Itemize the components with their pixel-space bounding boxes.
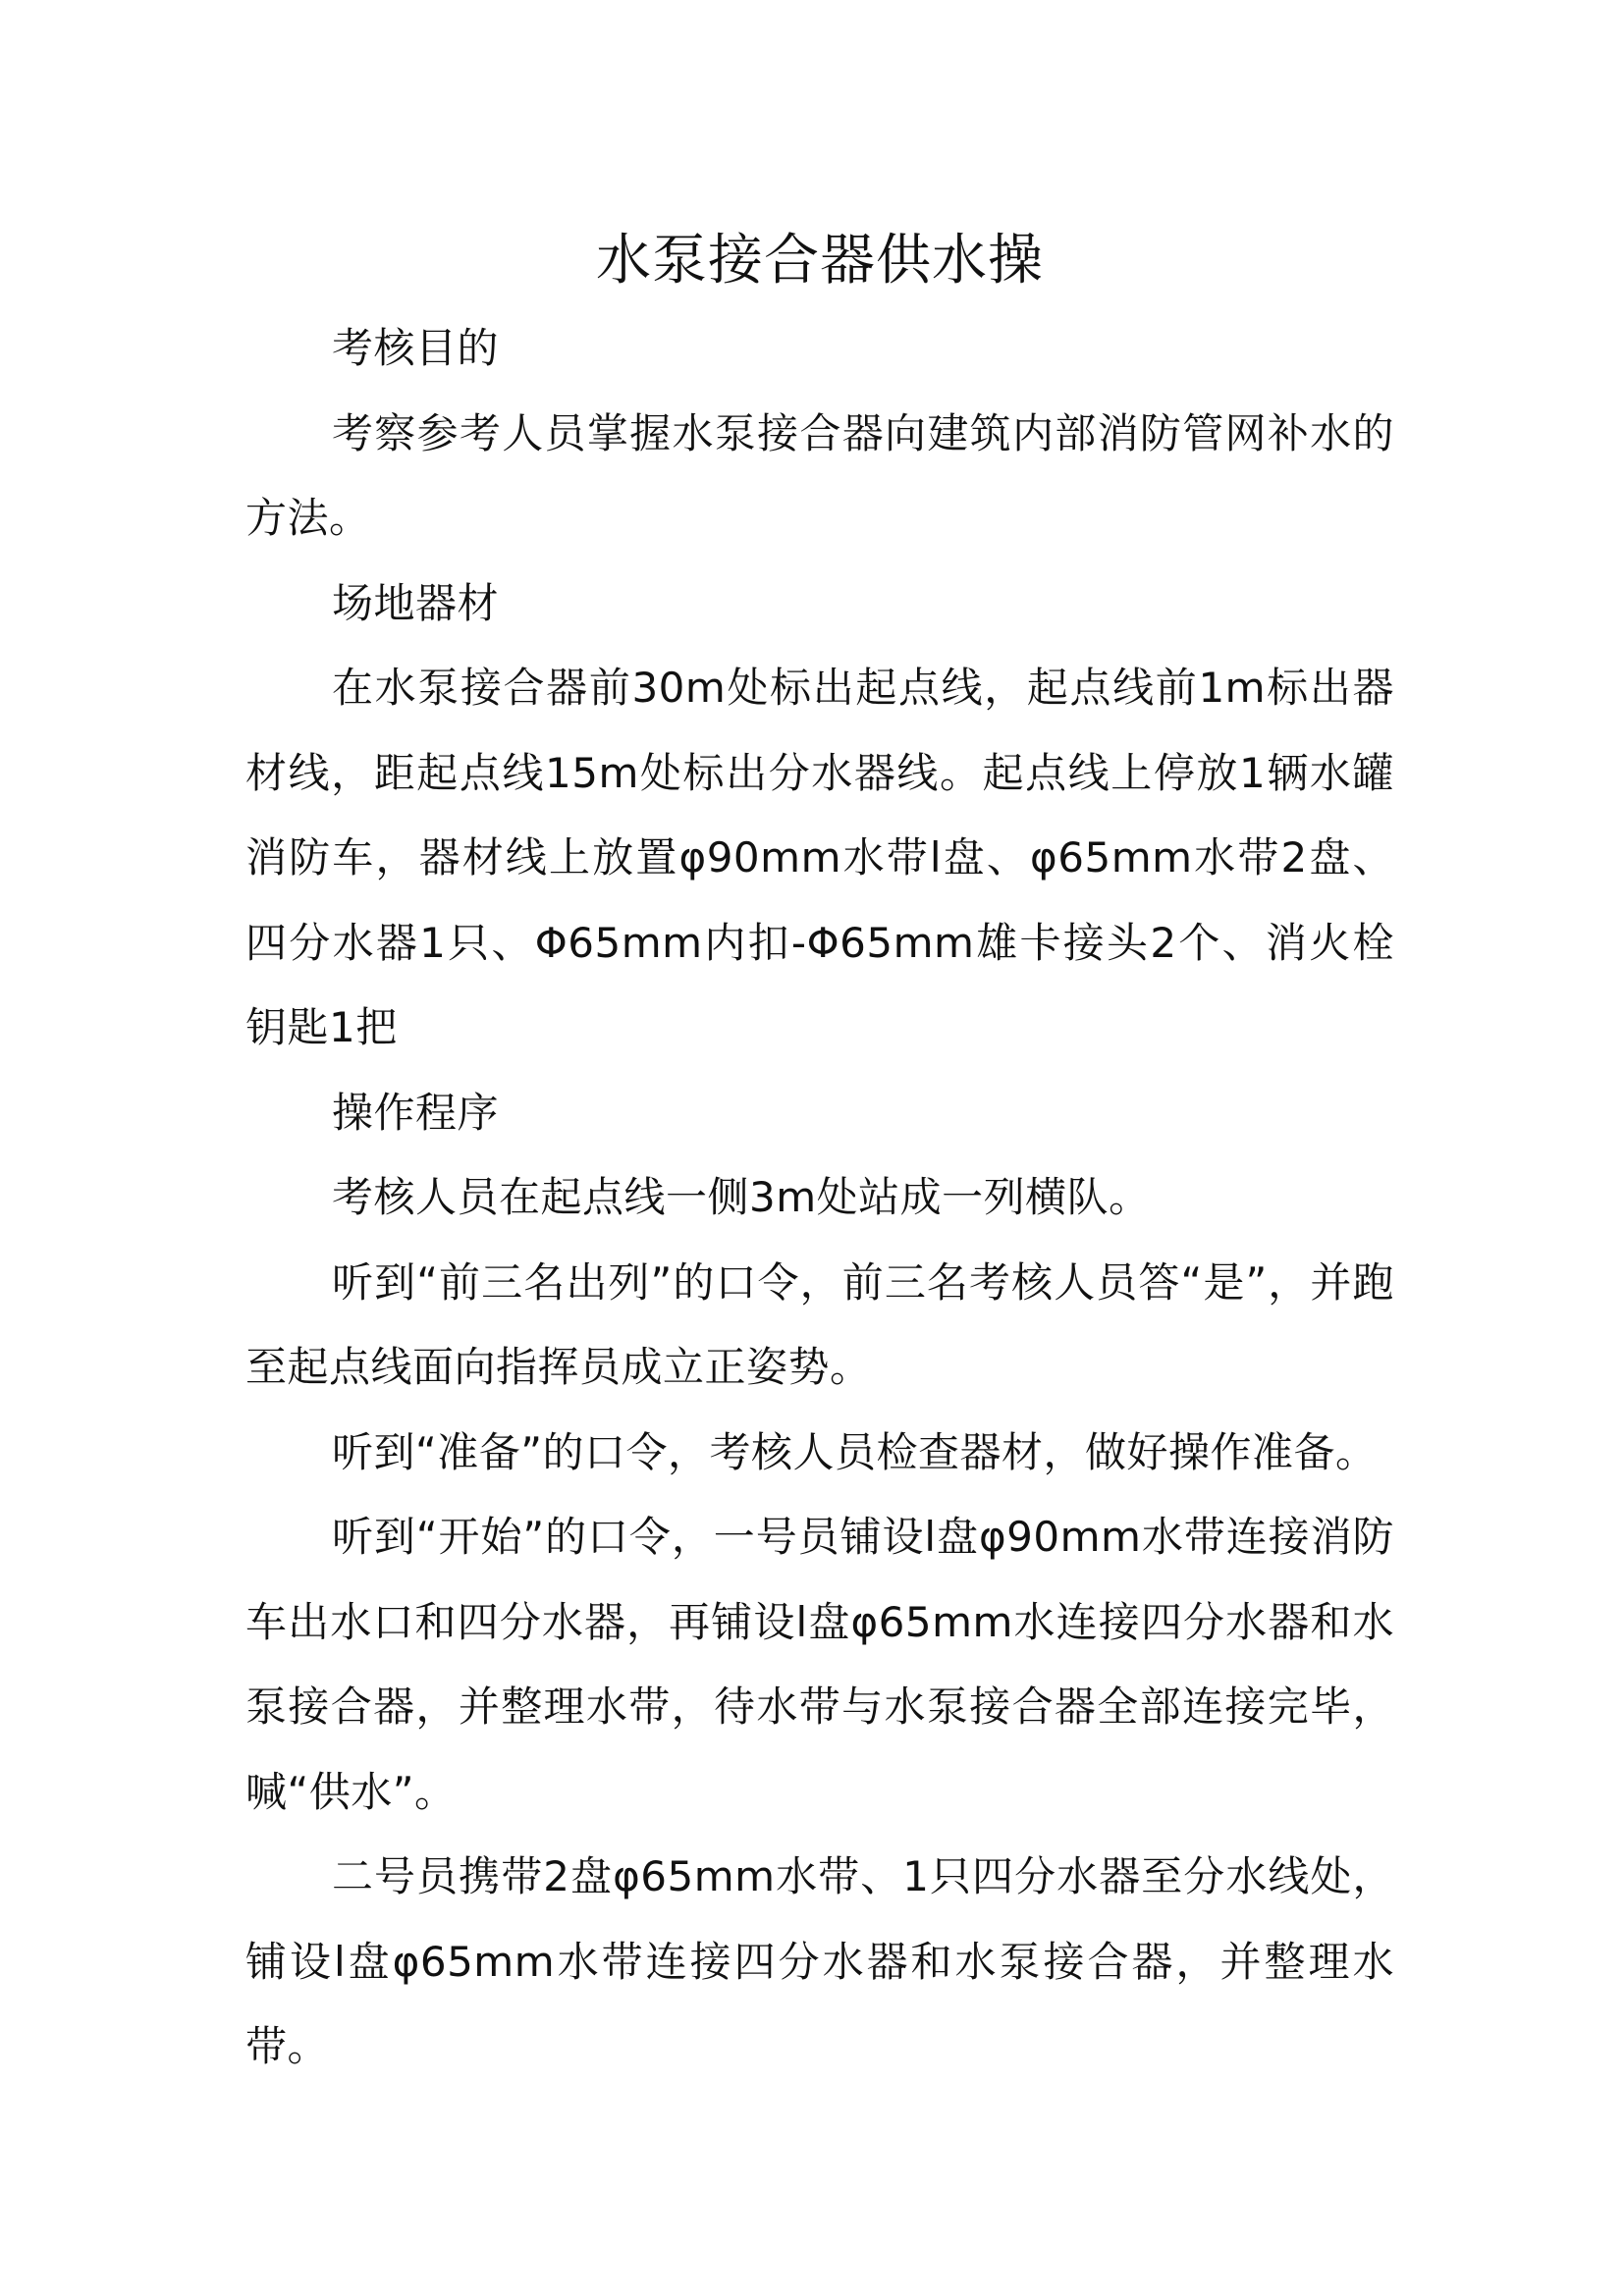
paragraph-prepare: 听到“准备”的口令，考核人员检查器材，做好操作准备。: [332, 1427, 1378, 1476]
paragraph-site-equipment: 在水泵接合器前30m处标出起点线，起点线前1m标出器材线，距起点线15m处标出分水器线。起点线上停放1辆水罐消防车，器材线上放置φ90mm水带l盘、φ65mm水带2盘、四分水器1只、Φ65mm内扣-Φ65mm雄卡接头2个、消火栓钥匙1把: [245, 664, 1394, 1051]
paragraph-start-member-one: 听到“开始”的口令，一号员铺设l盘φ90mm水带连接消防车出水口和四分水器，再铺设l盘φ65mm水连接四分水器和水泵接合器，并整理水带，待水带与水泵接合器全部连接完毕，喊“供水”。: [245, 1513, 1394, 1816]
heading-operation-procedure: 操作程序: [332, 1088, 500, 1137]
paragraph-step-out: 听到“前三名出列”的口令，前三名考核人员答“是”，并跑至起点线面向指挥员成立正姿势。: [245, 1257, 1394, 1391]
paragraph-purpose: 考察参考人员掌握水泵接合器向建筑内部消防管网补水的方法。: [245, 408, 1394, 542]
paragraph-lineup: 考核人员在起点线一侧3m处站成一列横队。: [332, 1173, 1151, 1221]
paragraph-member-two: 二号员携带2盘φ65mm水带、1只四分水器至分水线处，铺设l盘φ65mm水带连接四分水器和水泵接合器，并整理水带。: [245, 1852, 1394, 2070]
document-title: 水泵接合器供水操: [596, 229, 1044, 293]
heading-assessment-purpose: 考核目的: [332, 324, 500, 372]
document-body: [245, 216, 1394, 2090]
heading-site-equipment: 场地器材: [332, 578, 500, 627]
